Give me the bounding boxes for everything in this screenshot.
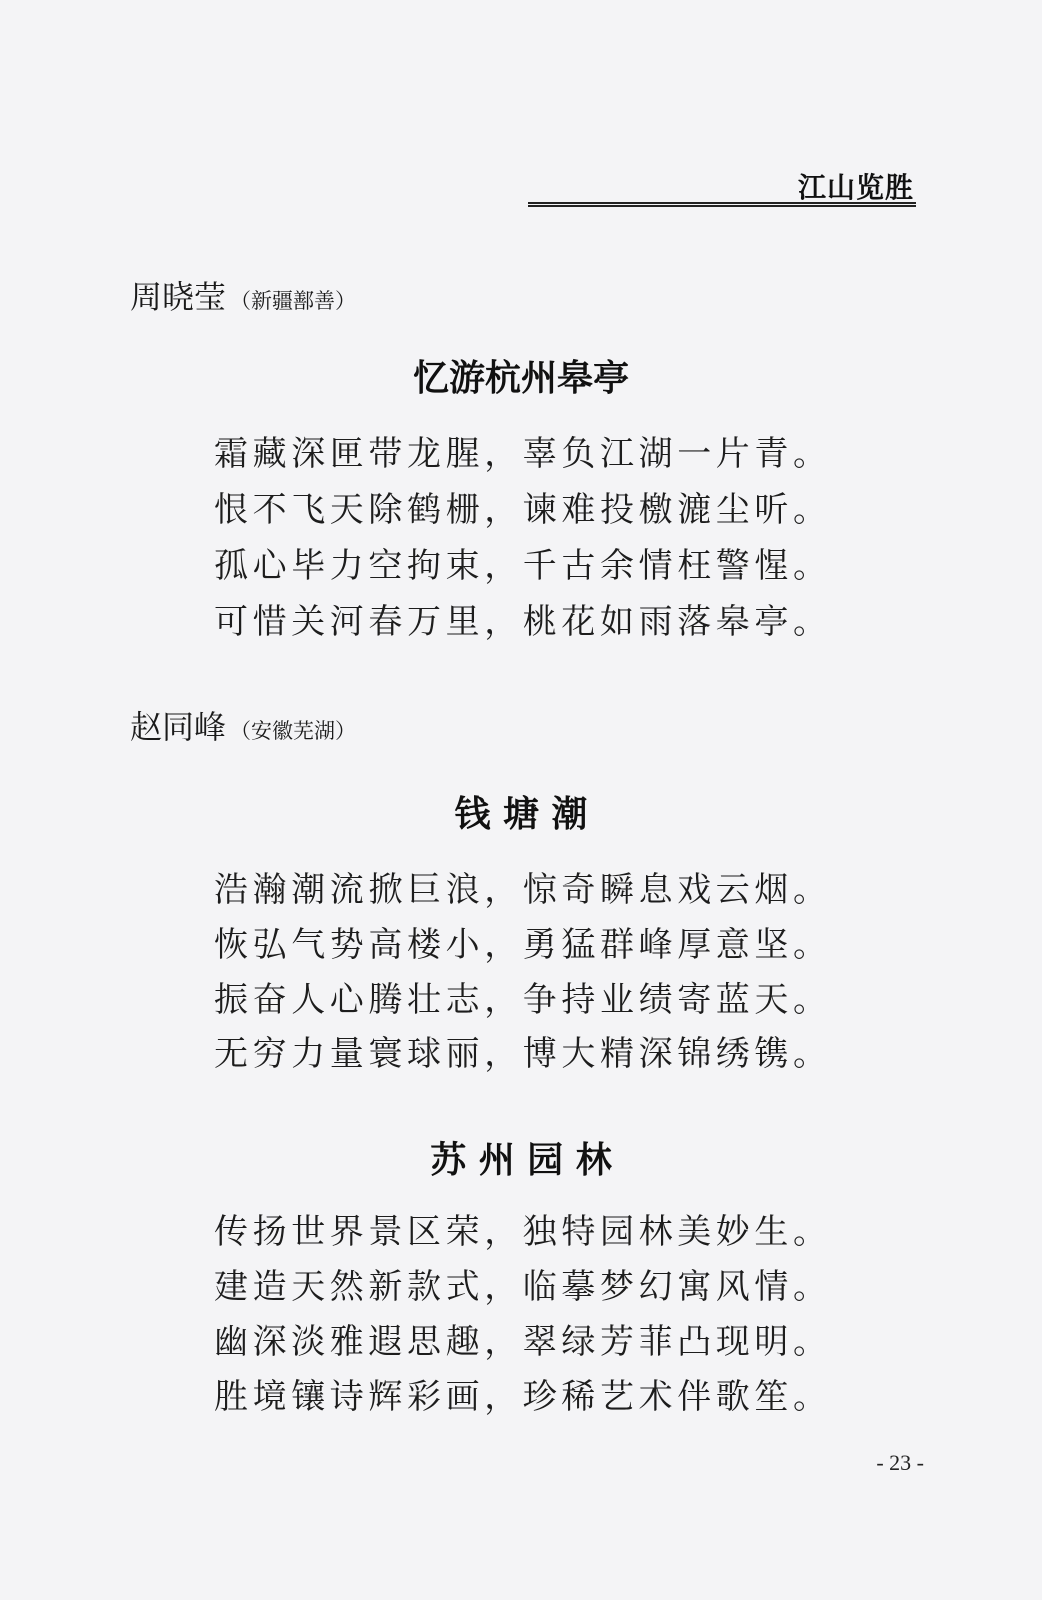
poem-title: 苏 州 园 林 [430, 1140, 612, 1181]
page-number: - 23 - [876, 1450, 924, 1475]
poem-line: 幽深淡雅遐思趣，翠绿芳菲凸现明。 [214, 1322, 832, 1362]
poem-line: 浩瀚潮流掀巨浪，惊奇瞬息戏云烟。 [214, 870, 832, 910]
section-title: 江山览胜 [797, 171, 914, 204]
poem-line: 建造天然新款式，临摹梦幻寓风情。 [214, 1267, 832, 1307]
poem-line: 可惜关河春万里，桃花如雨落皋亭。 [214, 602, 832, 642]
poem-line: 胜境镶诗辉彩画，珍稀艺术伴歌笙。 [214, 1377, 832, 1417]
poem-line: 孤心毕力空拘束，千古余情枉警惺。 [214, 546, 832, 586]
author-name: 赵同峰 [130, 708, 227, 746]
author-region: （新疆鄯善） [230, 289, 357, 313]
poem-line: 恨不飞天除鹤栅，谏难投檄漉尘听。 [214, 490, 832, 530]
author-region: （安徽芜湖） [230, 719, 357, 743]
poem-line: 振奋人心腾壮志，争持业绩寄蓝天。 [214, 980, 832, 1020]
poem-line: 传扬世界景区荣，独特园林美妙生。 [214, 1212, 832, 1252]
poem-line: 无穷力量寰球丽，博大精深锦绣镌。 [214, 1034, 832, 1074]
header-rule [528, 202, 916, 207]
author-line [130, 702, 356, 748]
poem-title: 忆游杭州皋亭 [412, 358, 629, 399]
poem-line: 霜藏深匣带龙腥，辜负江湖一片青。 [214, 434, 832, 474]
author-line [130, 272, 356, 318]
poem-line: 恢弘气势高楼小，勇猛群峰厚意坚。 [214, 925, 832, 965]
author-name: 周晓莹 [130, 278, 227, 316]
poem-title: 钱 塘 潮 [454, 794, 588, 835]
